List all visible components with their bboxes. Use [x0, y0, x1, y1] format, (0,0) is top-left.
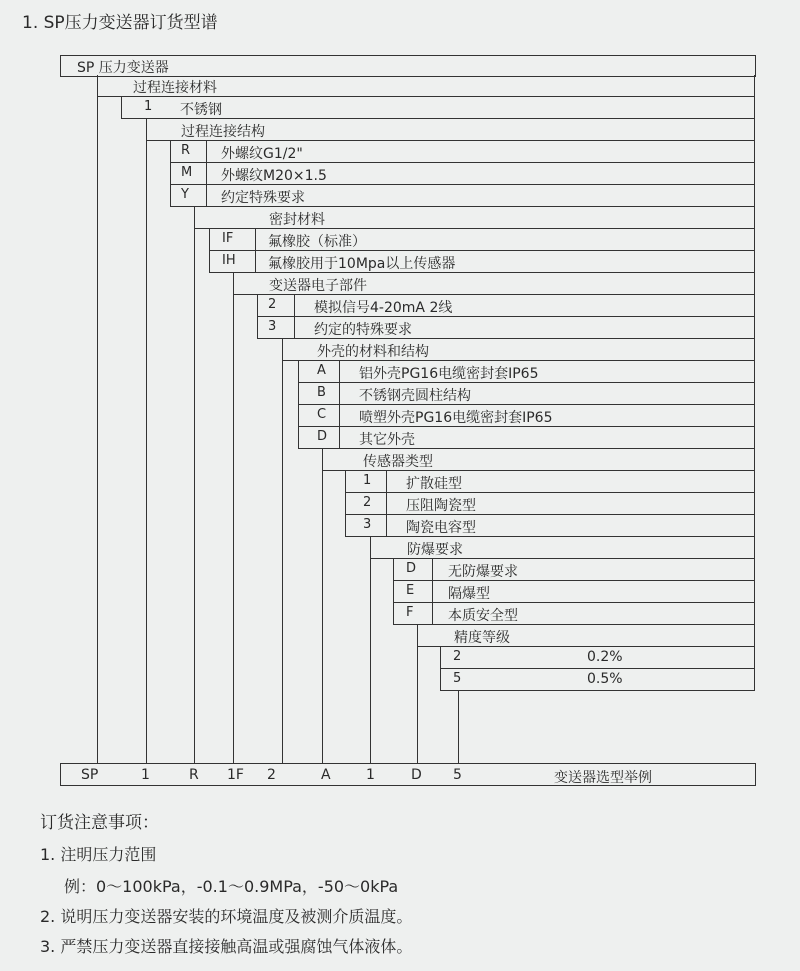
explosion-code-f: F — [406, 605, 414, 620]
model-header-label: SP 压力变送器 — [77, 60, 169, 76]
example-code: 1 — [366, 767, 375, 783]
electronics-option-row — [257, 317, 755, 339]
connection-option-row — [170, 185, 755, 207]
sensor-code-2: 2 — [363, 495, 372, 510]
housing-code-d: D — [317, 429, 328, 444]
connection-label: 过程连接结构 — [181, 124, 265, 140]
connection-text-y: 约定特殊要求 — [221, 190, 305, 206]
page-title: 1. SP压力变送器订货型谱 — [22, 13, 218, 33]
connector-line — [322, 449, 323, 763]
connector-line — [209, 229, 210, 273]
explosion-option-row — [393, 603, 755, 625]
housing-code-b: B — [317, 385, 326, 400]
example-code: R — [189, 767, 199, 783]
example-code: 1 — [141, 767, 150, 783]
seal-option-row — [209, 229, 755, 251]
sensor-option-row — [345, 493, 755, 515]
example-code: A — [321, 767, 331, 783]
connector-line — [458, 691, 459, 763]
divider — [386, 471, 387, 537]
connection-option-row — [170, 141, 755, 163]
electronics-text-2: 模拟信号4-20mA 2线 — [314, 300, 453, 316]
accuracy-option-row — [440, 669, 755, 691]
electronics-code-3: 3 — [268, 319, 277, 334]
seal-text-if: 氟橡胶（标准） — [268, 234, 366, 250]
material-option-row — [121, 97, 755, 119]
divider — [255, 229, 256, 273]
connector-line — [233, 273, 234, 763]
electronics-text-3: 约定的特殊要求 — [314, 322, 412, 338]
connection-text-m: 外螺纹M20×1.5 — [221, 168, 327, 184]
connection-label-row — [146, 119, 755, 141]
connection-code-m: M — [181, 165, 193, 180]
accuracy-code-5: 5 — [453, 671, 462, 686]
connector-line — [146, 119, 147, 763]
seal-code-ih: IH — [222, 253, 236, 268]
housing-label-row — [282, 339, 755, 361]
example-code: 2 — [267, 767, 276, 783]
connector-line — [194, 207, 195, 763]
sensor-text-1: 扩散硅型 — [406, 476, 462, 492]
example-code: SP — [81, 767, 99, 783]
note-item: 1. 注明压力范围 — [40, 845, 157, 864]
divider — [294, 295, 295, 339]
accuracy-option-row — [440, 647, 755, 669]
explosion-text-d: 无防爆要求 — [448, 564, 518, 580]
explosion-text-f: 本质安全型 — [448, 608, 518, 624]
housing-text-d: 其它外壳 — [359, 432, 415, 448]
note-item: 3. 严禁压力变送器直接接触高温或强腐蚀气体液体。 — [40, 937, 413, 956]
connector-line — [345, 471, 346, 537]
housing-text-b: 不锈钢壳圆柱结构 — [359, 388, 471, 404]
connector-line — [170, 141, 171, 207]
example-code: 5 — [453, 767, 462, 783]
housing-option-row — [298, 383, 755, 405]
accuracy-text-5: 0.5% — [587, 671, 623, 687]
connection-code-y: Y — [181, 187, 189, 202]
housing-text-c: 喷塑外壳PG16电缆密封套IP65 — [359, 410, 553, 426]
accuracy-label-row — [417, 625, 755, 647]
housing-text-a: 铝外壳PG16电缆密封套IP65 — [359, 366, 539, 382]
electronics-code-2: 2 — [268, 297, 277, 312]
connector-line — [440, 647, 441, 691]
sensor-label-row — [322, 449, 755, 471]
explosion-option-row — [393, 559, 755, 581]
explosion-code-d: D — [406, 561, 417, 576]
housing-code-a: A — [317, 363, 326, 378]
note-item: 例：0～100kPa，-0.1～0.9MPa，-50～0kPa — [64, 877, 399, 896]
explosion-option-row — [393, 581, 755, 603]
sensor-code-1: 1 — [363, 473, 372, 488]
connector-line — [121, 97, 122, 119]
explosion-label: 防爆要求 — [407, 542, 463, 558]
example-code: 1F — [227, 767, 244, 783]
connector-line — [370, 537, 371, 763]
housing-option-row — [298, 361, 755, 383]
housing-option-row — [298, 405, 755, 427]
notes-title: 订货注意事项： — [40, 813, 159, 833]
sensor-label: 传感器类型 — [363, 454, 433, 470]
explosion-code-e: E — [406, 583, 415, 598]
connection-code-r: R — [181, 143, 191, 158]
example-row — [60, 763, 756, 786]
accuracy-text-2: 0.2% — [587, 649, 623, 665]
connector-line — [97, 75, 98, 763]
seal-label-row — [194, 207, 755, 229]
electronics-label: 变送器电子部件 — [269, 278, 367, 294]
connector-line — [298, 361, 299, 449]
connection-text-r: 外螺纹G1/2" — [221, 146, 303, 162]
accuracy-label: 精度等级 — [454, 630, 510, 646]
connection-option-row — [170, 163, 755, 185]
seal-option-row — [209, 251, 755, 273]
divider — [432, 559, 433, 625]
connector-line — [417, 625, 418, 763]
accuracy-code-2: 2 — [453, 649, 462, 664]
divider — [339, 361, 340, 449]
electronics-option-row — [257, 295, 755, 317]
sensor-option-row — [345, 471, 755, 493]
seal-code-if: IF — [222, 231, 234, 246]
material-label: 过程连接材料 — [133, 80, 217, 96]
sensor-text-3: 陶瓷电容型 — [406, 520, 476, 536]
material-label-row — [97, 75, 755, 97]
housing-code-c: C — [317, 407, 327, 422]
housing-option-row — [298, 427, 755, 449]
connector-line — [282, 339, 283, 763]
electronics-label-row — [233, 273, 755, 295]
sensor-code-3: 3 — [363, 517, 372, 532]
material-text-1: 不锈钢 — [180, 102, 222, 118]
housing-label: 外壳的材料和结构 — [317, 344, 429, 360]
material-code-1: 1 — [144, 99, 153, 114]
explosion-text-e: 隔爆型 — [448, 586, 490, 602]
explosion-label-row — [370, 537, 755, 559]
connector-line — [393, 559, 394, 625]
seal-label: 密封材料 — [269, 212, 325, 228]
example-label: 变送器选型举例 — [554, 770, 652, 786]
sensor-text-2: 压阻陶瓷型 — [406, 498, 476, 514]
seal-text-ih: 氟橡胶用于10Mpa以上传感器 — [268, 256, 456, 272]
sensor-option-row — [345, 515, 755, 537]
note-item: 2. 说明压力变送器安装的环境温度及被测介质温度。 — [40, 907, 413, 926]
model-header — [60, 55, 756, 77]
example-code: D — [411, 767, 422, 783]
divider — [206, 141, 207, 207]
connector-line — [257, 295, 258, 339]
